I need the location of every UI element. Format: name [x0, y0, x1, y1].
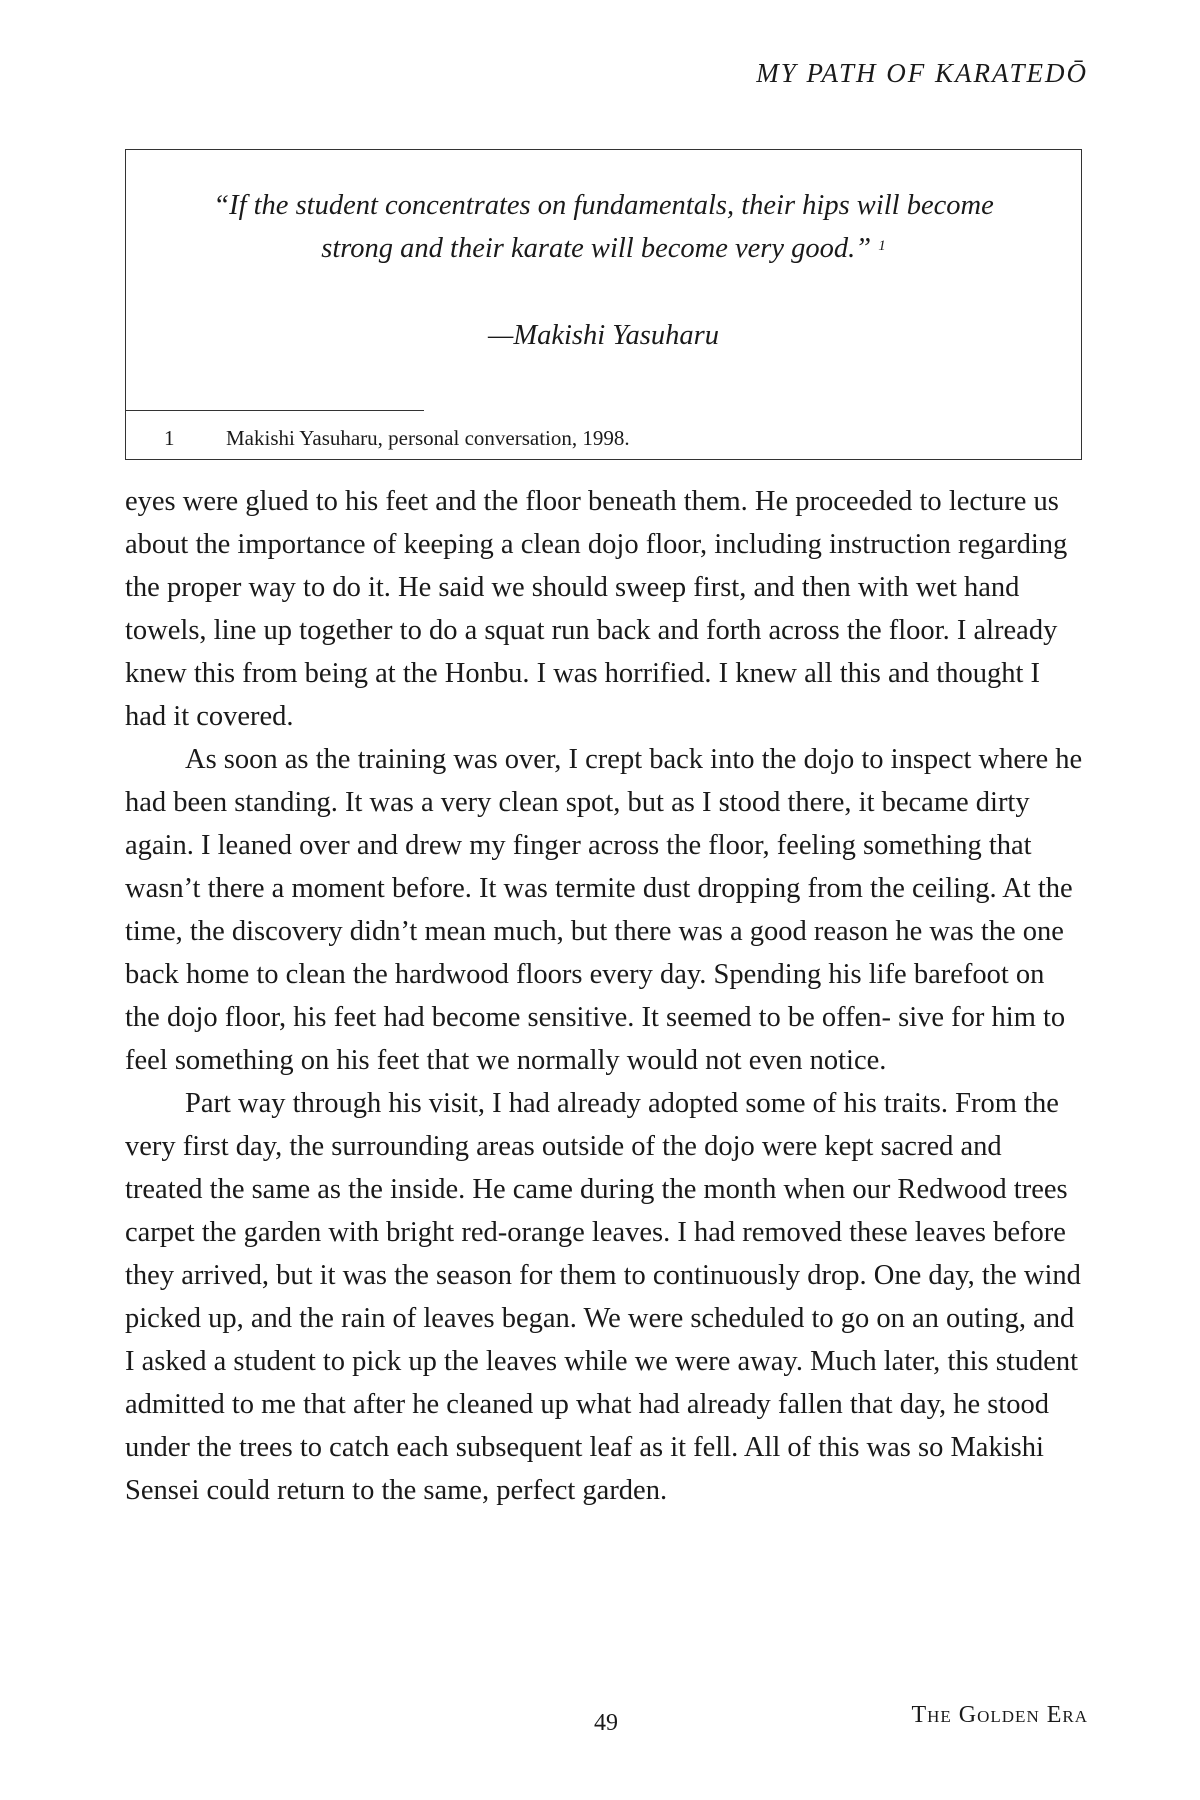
text-line: As soon as the training was over, I crept back into the dojo to — [185, 744, 884, 775]
running-foot-chapter: The Golden Era — [911, 1702, 1088, 1728]
footnote-number: 1 — [164, 426, 175, 450]
running-head-title: MY PATH OF KARATEDŌ — [756, 58, 1088, 88]
body-text — [125, 480, 1085, 1512]
text-line: the rain of leaves began. We were scheduled to go on an outing, and I — [125, 1303, 1075, 1377]
text-line: From the very first day, the surrounding areas outside of the dojo were — [125, 1088, 1059, 1162]
text-line: fallen that day, he stood under the trees to catch each subsequent leaf as — [125, 1389, 1050, 1463]
paragraph-1 — [125, 480, 1085, 738]
footnote — [164, 426, 630, 451]
text-line: even notice. — [748, 1045, 887, 1076]
text-line: inspect where he had been standing. It was a very clean spot, but as I — [125, 744, 1083, 818]
footnote-reference[interactable]: 1 — [878, 238, 886, 254]
epigraph-attribution: —Makishi Yasuharu — [488, 320, 719, 351]
text-line: back and forth across the floor. I already knew this from being at the — [125, 615, 1058, 689]
text-line: instruction regarding the proper way to do it. He said we should sweep — [125, 529, 1068, 603]
epigraph-line-2-text: strong and their karate will become very good.” — [321, 233, 872, 264]
epigraph-line-2 — [126, 227, 1081, 270]
text-line: It was termite dust dropping from the ceiling. At the time, the discovery — [125, 873, 1073, 947]
text-line: leaves. I had removed these leaves before they arrived, but it was the — [125, 1217, 1066, 1291]
text-line: eyes were glued to his feet and the floor beneath them. He proceeded to — [125, 486, 942, 517]
text-line: month when our Redwood trees carpet the garden with bright red-orange — [125, 1174, 1068, 1248]
text-line: sive for him to feel something on his feet that we normally would not — [125, 1002, 1066, 1076]
text-line: Honbu. I was horrified. I knew all this and thought I had it covered. — [125, 658, 1040, 732]
footnote-divider — [126, 410, 424, 411]
text-line: garden. — [582, 1475, 668, 1506]
text-line: didn’t mean much, but there was a good reason he was the one back — [125, 916, 1064, 990]
text-line: it fell. All of this was so Makishi Sensei could return to the same, perfect — [125, 1432, 1044, 1506]
text-line: across the floor, feeling something that wasn’t there a moment before. — [125, 830, 1032, 904]
epigraph-box — [125, 149, 1082, 460]
epigraph-line-1: “If the student concentrates on fundamentals, their hips will become — [213, 190, 994, 221]
text-line: kept sacred and treated the same as the inside. He came during the — [125, 1131, 1002, 1205]
epigraph-quote — [126, 184, 1081, 270]
text-line: season for them to continuously drop. One day, the wind picked up, and — [125, 1260, 1081, 1334]
page-number: 49 — [594, 1710, 618, 1736]
text-line: lecture us about the importance of keeping a clean dojo floor, including — [125, 486, 1059, 560]
text-line: this student admitted to me that after he cleaned up what had already — [125, 1346, 1079, 1420]
text-line: on the dojo floor, his feet had become sensitive. It seemed to be offen- — [125, 959, 1045, 1033]
text-line: Part way through his visit, I had already adopted some of his traits. — [185, 1088, 949, 1119]
footnote-text: Makishi Yasuharu, personal conversation, 1998. — [226, 426, 630, 450]
text-line: asked a student to pick up the leaves while we were away. Much later, — [141, 1346, 941, 1377]
paragraph-3 — [125, 1082, 1085, 1512]
text-line: first, and then with wet hand towels, line up together to do a squat run — [125, 572, 1020, 646]
paragraph-2 — [125, 738, 1085, 1082]
text-line: home to clean the hardwood floors every day. Spending his life barefoot — [185, 959, 1009, 990]
text-line: stood there, it became dirty again. I leaned over and drew my finger — [125, 787, 1030, 861]
